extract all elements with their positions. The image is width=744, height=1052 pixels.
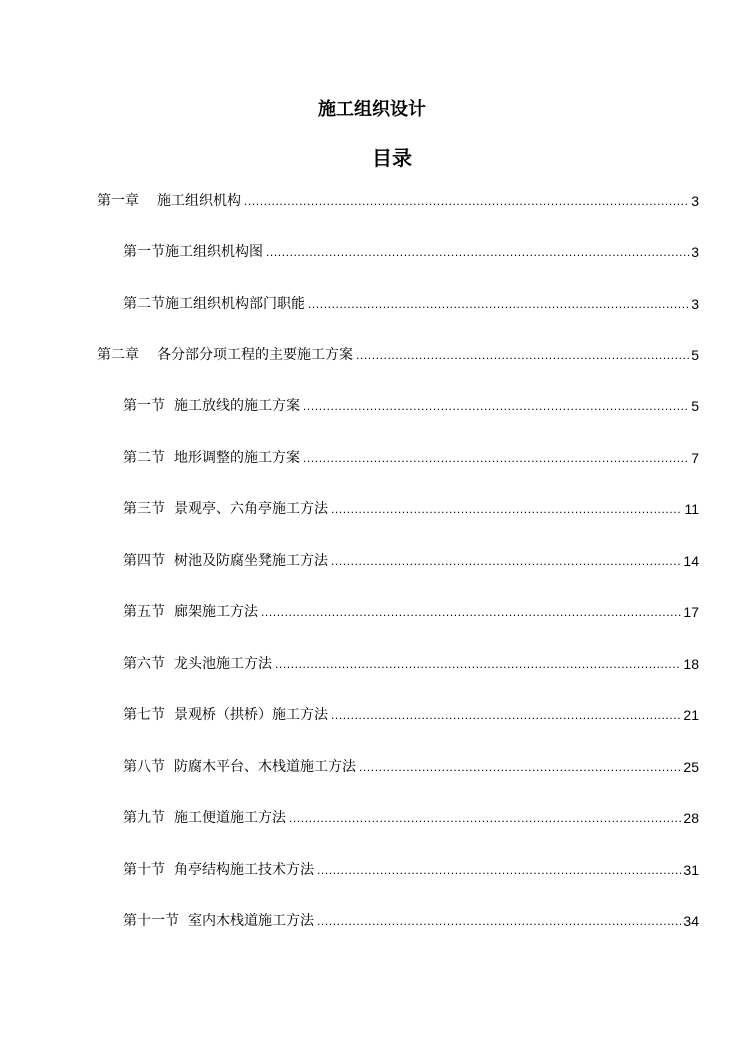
toc-entry-title: 施工组织机构 — [157, 193, 241, 209]
toc-entry-section[interactable] — [123, 241, 699, 263]
toc-entry-label — [123, 241, 263, 263]
toc-entry-section[interactable] — [123, 756, 699, 778]
toc-entry-number: 第一节 — [123, 398, 165, 414]
toc-dot-leader — [303, 395, 689, 417]
toc-entry-section[interactable] — [123, 601, 699, 623]
toc-entry-section[interactable] — [123, 704, 699, 726]
toc-entry-section[interactable] — [123, 910, 699, 932]
toc-dot-leader — [317, 859, 681, 881]
toc-entry-section[interactable] — [123, 395, 699, 417]
toc-entry-label — [123, 601, 258, 623]
toc-entry-number: 第十一节 — [123, 913, 179, 929]
toc-entry-label — [123, 653, 272, 675]
toc-entry-section[interactable] — [123, 550, 699, 572]
toc-dot-leader — [331, 550, 681, 572]
toc-entry-page: 3 — [691, 193, 699, 209]
toc-dot-leader — [244, 190, 689, 212]
toc-heading: 目录 — [372, 146, 412, 170]
toc-entry-page: 3 — [691, 244, 699, 260]
toc-dot-leader — [289, 807, 681, 829]
toc-entry-title: 施工组织机构图 — [165, 244, 263, 260]
toc-entry-page: 28 — [683, 810, 699, 826]
toc-entry-label — [97, 344, 353, 366]
document-title: 施工组织设计 — [318, 99, 426, 120]
toc-dot-leader — [303, 447, 689, 469]
toc-entry-number: 第二节 — [123, 296, 165, 312]
toc-entry-page: 7 — [691, 450, 699, 466]
toc-dot-leader — [275, 653, 681, 675]
toc-entry-title: 施工放线的施工方案 — [174, 398, 300, 414]
toc-entry-number: 第二节 — [123, 450, 165, 466]
toc-entry-label — [123, 498, 328, 520]
toc-entry-title: 角亭结构施工技术方法 — [174, 862, 314, 878]
toc-entry-label — [123, 910, 314, 932]
toc-entry-label — [123, 293, 305, 315]
toc-entry-number: 第十节 — [123, 862, 165, 878]
toc-dot-leader — [331, 498, 682, 520]
toc-entry-number: 第四节 — [123, 553, 165, 569]
toc-entry-number: 第一章 — [97, 193, 139, 209]
toc-dot-leader — [356, 344, 689, 366]
toc-entry-page: 21 — [683, 707, 699, 723]
toc-entry-section[interactable] — [123, 653, 699, 675]
toc-entry-page: 5 — [691, 398, 699, 414]
toc-entry-number: 第九节 — [123, 810, 165, 826]
toc-entry-title: 景观亭、六角亭施工方法 — [174, 501, 328, 517]
toc-entry-page: 14 — [683, 553, 699, 569]
toc-entry-title: 室内木栈道施工方法 — [188, 913, 314, 929]
toc-entry-title: 地形调整的施工方案 — [174, 450, 300, 466]
toc-entry-number: 第二章 — [97, 347, 139, 363]
toc-entry-label — [123, 756, 356, 778]
toc-dot-leader — [359, 756, 681, 778]
toc-entry-page: 34 — [683, 913, 699, 929]
toc-entry-page: 5 — [691, 347, 699, 363]
toc-entry-label — [123, 807, 286, 829]
toc-entry-title: 各分部分项工程的主要施工方案 — [157, 347, 353, 363]
toc-entry-title: 龙头池施工方法 — [174, 656, 272, 672]
toc-entry-number: 第三节 — [123, 501, 165, 517]
toc-entry-page: 25 — [683, 759, 699, 775]
toc-entry-section[interactable] — [123, 447, 699, 469]
toc-entry-title: 防腐木平台、木栈道施工方法 — [174, 759, 356, 775]
toc-entry-number: 第七节 — [123, 707, 165, 723]
toc-entry-section[interactable] — [123, 859, 699, 881]
toc-entry-page: 3 — [691, 296, 699, 312]
toc-entry-label — [123, 704, 328, 726]
toc-entry-title: 树池及防腐坐凳施工方法 — [174, 553, 328, 569]
toc-entry-label — [123, 859, 314, 881]
toc-entry-title: 景观桥（拱桥）施工方法 — [174, 707, 328, 723]
toc-entry-title: 施工组织机构部门职能 — [165, 296, 305, 312]
toc-dot-leader — [261, 601, 681, 623]
toc-entry-section[interactable] — [123, 807, 699, 829]
toc-entry-number: 第五节 — [123, 604, 165, 620]
toc-entry-page: 11 — [684, 501, 699, 517]
toc-dot-leader — [266, 241, 689, 263]
toc-entry-label — [123, 395, 300, 417]
toc-entry-label — [123, 550, 328, 572]
toc-entry-page: 31 — [683, 862, 699, 878]
toc-entry-label — [123, 447, 300, 469]
toc-dot-leader — [317, 910, 681, 932]
toc-entry-section[interactable] — [123, 498, 699, 520]
toc-entry-page: 17 — [683, 604, 699, 620]
toc-entry-number: 第八节 — [123, 759, 165, 775]
toc-dot-leader — [331, 704, 681, 726]
toc-entry-section[interactable] — [123, 293, 699, 315]
toc-entry-number: 第一节 — [123, 244, 165, 260]
toc-dot-leader — [308, 293, 689, 315]
toc-entry-page: 18 — [683, 656, 699, 672]
toc-entry-title: 施工便道施工方法 — [174, 810, 286, 826]
toc-entry-label — [97, 190, 241, 212]
toc-entry-chapter-1[interactable] — [97, 190, 699, 212]
toc-entry-title: 廊架施工方法 — [174, 604, 258, 620]
toc-entry-number: 第六节 — [123, 656, 165, 672]
toc-entry-chapter-2[interactable] — [97, 344, 699, 366]
